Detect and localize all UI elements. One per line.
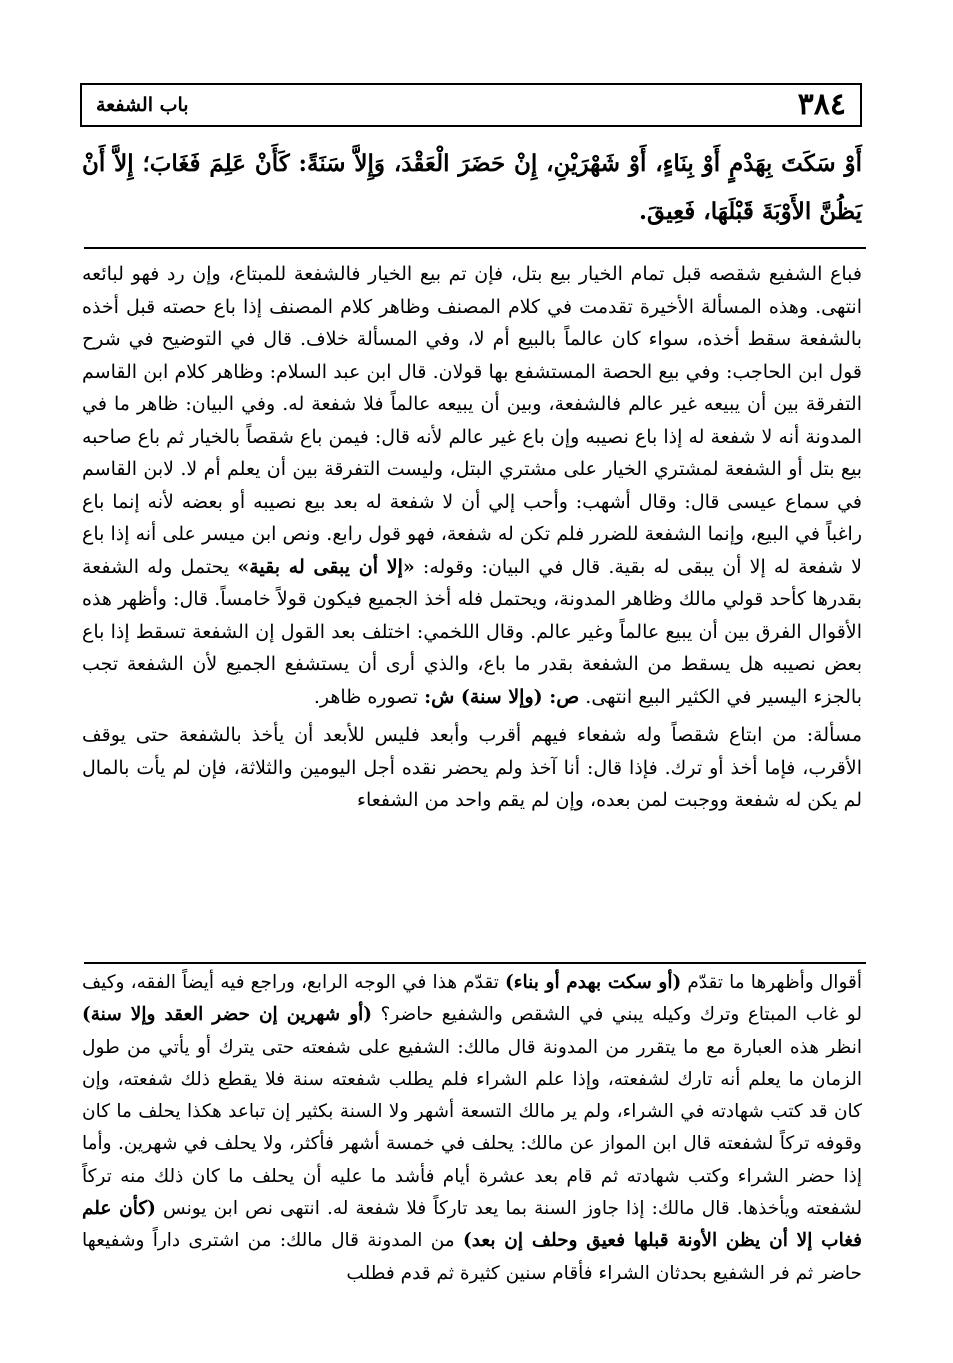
page-header <box>80 83 862 127</box>
commentary-paragraph <box>82 258 862 713</box>
commentary-marker: ص: (وإلا سنة) ش: <box>424 685 580 708</box>
chapter-title: باب الشفعة <box>96 94 189 116</box>
commentary-text: يحتمل وله الشفعة بقدرها كأحد قولي مالك وظاهر المدونة، ويحتمل فله أخذ الجميع فيكون قولاً خامساً. قال: وأظهر هذه الأقوال الفرق بين أن يبيع عالماً وغير عالم. وقال اللخمي: اختلف بعد القول إن الشفعة تسقط إذا باع بعض نصيبه هل يسقط من الشفعة بقدر ما باع، والذي أرى أن يستشفع الجميع لأن الشفعة تجب بالجزء اليسير في الكثير البيع انتهى. <box>82 555 862 708</box>
footnote-quote: (كأن علم فغاب إلا أن يظن الأونة قبلها فعيق وحلف إن بعد) <box>82 1198 862 1252</box>
footnote-quote: (أو شهرين إن حضر العقد وإلا سنة) <box>82 1004 373 1026</box>
matn-text: أَوْ سَكَتَ بِهَدْمٍ أَوْ بِنَاءٍ، أَوْ شَهْرَيْنِ، إِنْ حَضَرَ الْعَقْدَ، وَإِلاَّ سَنَةً: كَأَنْ عَلِمَ فَغَابَ؛ إِلاَّ أَنْ يَظُنَّ الأَوْبَةَ قَبْلَهَا، فَعِيقَ. <box>82 150 862 225</box>
footnote-text: أقوال وأظهرها ما تقدّم <box>681 972 862 993</box>
footnote <box>82 967 862 1290</box>
footnote-text: من المدونة قال مالك: من اشترى داراً وشفيعها حاضر ثم فر الشفيع بحدثان الشراء فأقام سنين كثيرة ثم قدم فطلب <box>82 1230 862 1284</box>
footnote-text: انظر هذه العبارة مع ما يتقرر من المدونة قال مالك: الشفيع على شفعته حتى يترك أو يأتي من طول الزمان ما يعلم أنه تارك لشفعته، وإذا علم الشراء فلم يطلب شفعته سنة فلا يقطع ذلك شفعته، وإن كان قد كتب شهادته في الشراء، ولم ير مالك التسعة أشهر ولا السنة بكثير إن تباعد هكذا يحلف ما كان وقوفه تركاً لشفعته قال ابن المواز عن مالك: يحلف في خمسة أشهر فأكثر، ولا يحلف في شهرين. وأما إذا حضر الشراء وكتب شهادته ثم قام بعد عشرة أيام فأشد ما عليه أن يحلف ما كان ذلك منه تركاً لشفعته ويأخذها. قال مالك: إذا جاوز السنة بما يعد تاركاً فلا شفعة له. انتهى نص ابن يونس <box>82 1036 862 1220</box>
page-number: ٣٨٤ <box>797 87 846 122</box>
commentary <box>82 258 862 817</box>
commentary-paragraph: مسألة: من ابتاع شقصاً وله شفعاء فيهم أقرب وأبعد فليس للأبعد أن يأخذ بالشفعة حتى يوقف الأقرب، فإما أخذ أو ترك. فإذا قال: أنا آخذ ولم يحضر نقده أجل اليومين والثلاثة، فإن لم يأت بالمال لم يكن له شفعة ووجبت لمن بعده، وإن لم يقم واحد من الشفعاء <box>82 724 862 811</box>
divider-top <box>84 247 866 249</box>
commentary-quote: «إلا أن يبقى له بقية» <box>237 555 415 578</box>
commentary-text: تصوره ظاهر. <box>313 685 425 708</box>
footnote-text: تقدّم هذا في الوجه الرابع، وراجع فيه أيضاً الفقه، وكيف لو غاب المبتاع وترك وكيله يبني في الشقص والشفيع حاضر؟ <box>82 972 862 1026</box>
divider-footnote <box>84 962 866 964</box>
commentary-text: فباع الشفيع شقصه قبل تمام الخيار بيع بتل، فإن تم بيع الخيار فالشفعة للمبتاع، وإن رد فهو لبائعه انتهى. وهذه المسألة الأخيرة تقدمت في كلام المصنف وظاهر كلام المصنف إذا باع حصته قبل أخذه بالشفعة سقط أخذه، سواء كان عالماً بالبيع أم لا، وفي المسألة خلاف. قال في التوضيح في شرح قول ابن الحاجب: وفي بيع الحصة المستشفع بها قولان. قال ابن عبد السلام: وظاهر كلام ابن القاسم التفرقة بين أن يبيعه غير عالم فالشفعة، وبين أن يبيعه عالماً فلا شفعة له. وفي البيان: ظاهر ما في المدونة أنه لا شفعة له إذا باع نصيبه وإن باع غير عالم لأنه قال: فيمن باع شقصاً بالخيار ثم باع صاحبه بيع بتل أو الشفعة لمشتري الخيار على مشتري البتل، وليست التفرقة بين أن يعلم أم لا. لابن القاسم في سماع عيسى قال: وقال أشهب: وأحب إلي أن لا شفعة له بعد بيع نصيبه أو بعضه لأنه إنما باع راغباً في البيع، وإنما الشفعة للضرر فلم تكن له شفعة، فهو قول رابع. ونص ابن ميسر على أنه إذا باع لا شفعة له إلا أن يبقى له بقية. قال في البيان: وقوله: <box>82 263 862 578</box>
footnote-quote: (أو سكت بهدم أو بناء) <box>505 972 682 993</box>
